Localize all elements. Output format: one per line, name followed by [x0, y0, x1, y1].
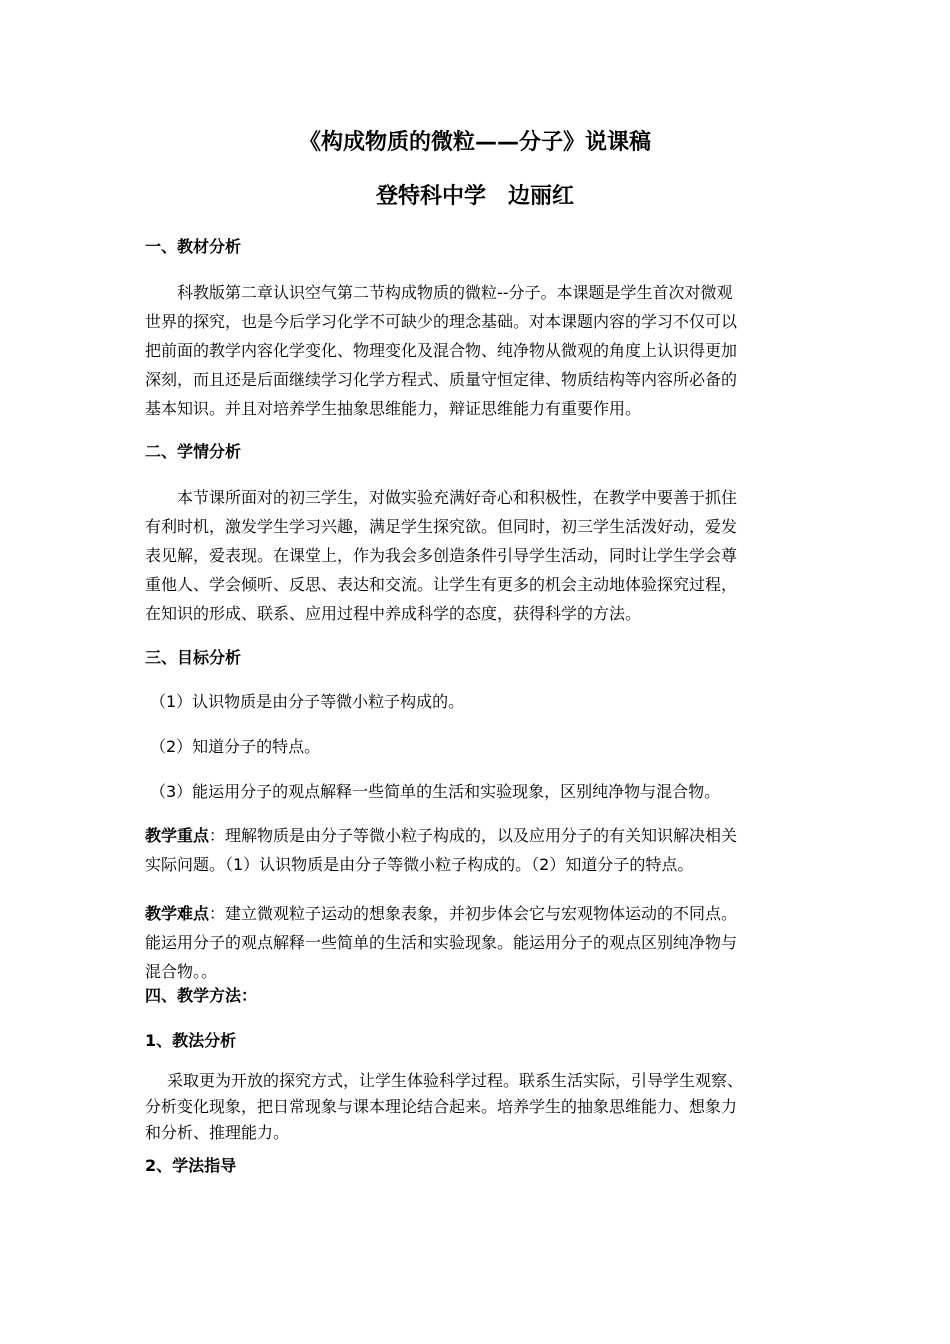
- teaching-difficult-points: [145, 899, 810, 986]
- paragraph-line: 在知识的形成、联系、应用过程中养成科学的态度，获得科学的方法。: [145, 604, 642, 623]
- objective-item: （3）能运用分子的观点解释一些简单的生活和实验现象，区别纯净物与混合物。: [150, 782, 721, 801]
- paragraph-line: 本节课所面对的初三学生，对做实验充满好奇心和积极性，在教学中要善于抓住: [177, 488, 738, 507]
- paragraph-line: 实际问题。（1）认识物质是由分子等微小粒子构成的。（2）知道分子的特点。: [145, 855, 694, 874]
- section-heading-student-analysis: 二、学情分析: [145, 442, 242, 461]
- section-heading-teaching-methods: 四、教学方法：: [145, 986, 258, 1005]
- paragraph-line: 有利时机，激发学生学习兴趣，满足学生探究欲。但同时，初三学生活泼好动，爱发: [145, 517, 738, 536]
- paragraph-text: ：理解物质是由分子等微小粒子构成的，以及应用分子的有关知识解决相关: [209, 826, 738, 845]
- paragraph-line: 分析变化现象，把日常现象与课本理论结合起来。培养学生的抽象思维能力、想象力: [145, 1097, 738, 1116]
- paragraph-line: 采取更为开放的探究方式，让学生体验科学过程。联系生活实际，引导学生观察、: [167, 1071, 744, 1090]
- document-title: 《构成物质的微粒——分子》说课稿: [298, 130, 651, 155]
- paragraph-line: 深刻，而且还是后面继续学习化学方程式、质量守恒定律、物质结构等内容所必备的: [145, 370, 738, 389]
- paragraph-line: 科教版第二章认识空气第二节构成物质的微粒--分子。本课题是学生首次对微观: [177, 283, 733, 302]
- paragraph-line: 把前面的教学内容化学变化、物理变化及混合物、纯净物从微观的角度上认识得更加: [145, 341, 738, 360]
- paragraph-line: 和分析、推理能力。: [145, 1123, 290, 1142]
- paragraph-line: 重他人、学会倾听、反思、表达和交流。让学生有更多的机会主动地体验探究过程，: [145, 575, 738, 594]
- objective-item: （2）知道分子的特点。: [150, 737, 321, 756]
- paragraph-text: ：建立微观粒子运动的想象表象，并初步体会它与宏观物体运动的不同点。: [209, 904, 738, 923]
- student-analysis-paragraph: [145, 483, 810, 628]
- paragraph-line: 表见解，爱表现。在课堂上，作为我会多创造条件引导学生活动，同时让学生学会尊: [145, 546, 738, 565]
- teaching-key-points: [145, 821, 810, 879]
- objective-item: （1）认识物质是由分子等微小粒子构成的。: [150, 692, 465, 711]
- paragraph-line: 基本知识。并且对培养学生抽象思维能力，辩证思维能力有重要作用。: [145, 399, 642, 418]
- textbook-analysis-paragraph: [145, 278, 810, 423]
- difficult-points-label: 教学难点: [145, 904, 210, 923]
- subheading-teaching-method-analysis: 1、教法分析: [145, 1031, 237, 1050]
- teaching-method-paragraph: [145, 1068, 810, 1146]
- section-heading-objectives: 三、目标分析: [145, 648, 242, 667]
- subheading-learning-method-guidance: 2、学法指导: [145, 1156, 237, 1175]
- paragraph-line: 混合物。。: [145, 962, 218, 981]
- author-line: 登特科中学 边丽红: [375, 184, 574, 209]
- key-points-label: 教学重点: [145, 826, 210, 845]
- paragraph-line: 能运用分子的观点解释一些简单的生活和实验现象。能运用分子的观点区别纯净物与: [145, 933, 738, 952]
- section-heading-textbook-analysis: 一、教材分析: [145, 237, 242, 256]
- paragraph-line: 世界的探究，也是今后学习化学不可缺少的理念基础。对本课题内容的学习不仅可以: [145, 312, 738, 331]
